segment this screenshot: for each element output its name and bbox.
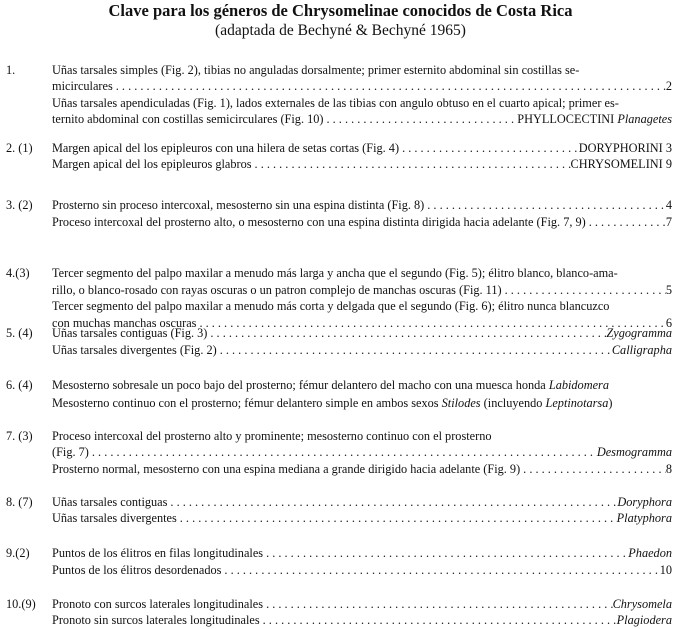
dot-leader <box>502 282 666 298</box>
dot-leader <box>113 78 666 94</box>
key-line-text: con muchas manchas oscuras <box>52 316 197 330</box>
taxon-name: Stilodes <box>441 396 481 410</box>
key-line-text: Uñas tarsales divergentes <box>52 511 177 525</box>
dot-leader <box>217 342 612 358</box>
key-line <box>52 428 672 444</box>
key-line-text: Tercer segmento del palpo maxilar a menudo más corta y delgada que el segundo (Fig. 6); élitro nunca blancuzco <box>52 299 610 313</box>
key-line-text: rillo, o blanco-rosado con rayas oscuras o un patron complejo de manchas oscuras (Fig. 11) <box>52 283 502 297</box>
result-label: 4 <box>665 198 672 212</box>
key-line-text: micirculares <box>52 79 113 93</box>
couplet-number: 8. (7) <box>6 495 33 509</box>
key-result <box>612 342 672 358</box>
dot-leader <box>260 612 617 628</box>
taxon-name: Leptinotarsa <box>545 396 609 410</box>
dot-leader <box>221 562 659 578</box>
dot-leader <box>520 461 666 477</box>
key-line-text: Proceso intercoxal del prosterno alto y prominente; mesosterno continuo con el prosterno <box>52 429 492 443</box>
couplet-number: 6. (4) <box>6 378 33 392</box>
dot-leader <box>177 510 617 526</box>
key-result <box>617 612 672 628</box>
result-label: 5 <box>665 283 672 297</box>
key-result <box>517 111 672 127</box>
key-line <box>52 197 672 213</box>
result-label: 8 <box>665 462 672 476</box>
key-line-text: Mesosterno continuo con el prosterno; fémur delantero simple en ambos sexos <box>52 396 439 410</box>
key-line <box>52 298 672 314</box>
key-line-text: Prosterno normal, mesosterno con una espina mediana a grande dirigido hacia adelante (Fig. 9) <box>52 462 521 476</box>
key-result <box>666 461 672 477</box>
couplet-number: 10.(9) <box>6 597 36 611</box>
key-line-text: Mesosterno sobresale un poco bajo del prosterno; fémur delantero del macho con una muesca honda <box>52 378 546 392</box>
key-result <box>666 197 672 213</box>
key-result <box>613 596 672 612</box>
taxon-name: Platyphora <box>616 511 672 525</box>
key-line <box>52 494 672 510</box>
dot-leader <box>424 197 666 213</box>
key-line <box>52 78 672 94</box>
taxon-name: Calligrapha <box>611 343 672 357</box>
dot-leader <box>167 494 617 510</box>
result-label: DORYPHORINI 3 <box>578 141 672 155</box>
key-line <box>52 444 672 460</box>
key-line <box>52 95 672 111</box>
taxon-name: Desmogramma <box>596 445 672 459</box>
key-line-text: Uñas tarsales contiguas (Fig. 3) <box>52 326 208 340</box>
key-line <box>52 140 672 156</box>
key-line-text: (incluyendo <box>480 396 546 410</box>
key-result <box>571 156 672 172</box>
key-line <box>52 562 672 578</box>
taxon-name: Planagetes <box>617 112 672 126</box>
taxon-name: Doryphora <box>617 495 672 509</box>
key-result <box>666 78 672 94</box>
dot-leader <box>263 545 628 561</box>
key-result <box>617 510 672 526</box>
key-line <box>52 62 672 78</box>
key-line-text: Pronoto sin surcos laterales longitudinales <box>52 613 260 627</box>
key-line-text: Proceso intercoxal del prosterno alto, o mesosterno con una espina distinta dirigida hacia adelante (Fig. 7, 9) <box>52 215 586 229</box>
key-line-text: Uñas tarsales simples (Fig. 2), tibias no anguladas dorsalmente; primer esternito abdominal sin costillas se- <box>52 63 580 77</box>
key-result <box>617 494 672 510</box>
key-line-text: Pronoto con surcos laterales longitudinales <box>52 597 264 611</box>
key-line <box>52 282 672 298</box>
key-line-text: Puntos de los élitros en filas longitudinales <box>52 546 264 560</box>
key-result <box>597 444 672 460</box>
result-label: PHYLLOCECTINI <box>517 112 615 126</box>
taxon-name: Plagiodera <box>616 613 672 627</box>
key-line <box>52 265 672 281</box>
key-line <box>52 461 672 477</box>
dot-leader <box>207 325 606 341</box>
taxon-name: Labidomera <box>548 378 609 392</box>
key-line-text: Puntos de los élitros desordenados <box>52 563 222 577</box>
result-label: CHRYSOMELINI 9 <box>570 157 672 171</box>
key-line <box>52 596 672 612</box>
key-result <box>606 325 672 341</box>
key-result <box>666 214 672 230</box>
key-result <box>579 140 672 156</box>
couplet-number: 7. (3) <box>6 429 33 443</box>
dot-leader <box>89 444 597 460</box>
key-line <box>52 214 672 230</box>
taxon-name: Zygogramma <box>606 326 672 340</box>
key-line <box>52 395 672 411</box>
dot-leader <box>586 214 666 230</box>
key-line-text: (Fig. 7) <box>52 445 89 459</box>
result-label: 6 <box>665 316 672 330</box>
result-label: 7 <box>665 215 672 229</box>
taxon-name: Chrysomela <box>612 597 672 611</box>
key-line <box>52 510 672 526</box>
dot-leader <box>263 596 613 612</box>
key-line-text: Prosterno sin proceso intercoxal, mesosterno sin una espina distinta (Fig. 8) <box>52 198 425 212</box>
key-line <box>52 342 672 358</box>
key-line-text: ) <box>608 396 613 410</box>
page-subtitle: (adaptada de Bechyné & Bechyné 1965) <box>215 22 466 39</box>
key-line-text: Uñas tarsales apendiculadas (Fig. 1), lados externales de las tibias con angulo obtuso en el cuarto apical; primer es- <box>52 96 619 110</box>
couplet-number: 4.(3) <box>6 266 30 280</box>
key-line <box>52 111 672 127</box>
key-result <box>666 282 672 298</box>
key-line-text: Margen apical del los epipleuros con una hilera de setas cortas (Fig. 4) <box>52 141 400 155</box>
key-line <box>52 156 672 172</box>
couplet-number: 5. (4) <box>6 326 33 340</box>
couplet-number: 3. (2) <box>6 198 33 212</box>
couplet-number: 2. (1) <box>6 141 33 155</box>
dot-leader <box>324 111 518 127</box>
key-line <box>52 377 672 393</box>
dot-leader <box>252 156 571 172</box>
key-line-text: ternito abdominal con costillas semicirculares (Fig. 10) <box>52 112 324 126</box>
result-label: 2 <box>665 79 672 93</box>
key-line <box>52 545 672 561</box>
key-line <box>52 325 672 341</box>
couplet-number: 1. <box>6 63 16 77</box>
key-line-text: Tercer segmento del palpo maxilar a menudo más larga y ancha que el segundo (Fig. 5); élitro blanco, blanco-ama- <box>52 266 618 280</box>
taxon-name: Phaedon <box>628 546 672 560</box>
key-line-text: Uñas tarsales contiguas <box>52 495 168 509</box>
key-result <box>660 562 672 578</box>
couplet-number: 9.(2) <box>6 546 30 560</box>
page-title: Clave para los géneros de Chrysomelinae conocidos de Costa Rica <box>108 1 573 20</box>
key-line-text: Uñas tarsales divergentes (Fig. 2) <box>52 343 217 357</box>
key-line-text: Margen apical del los epipleuros glabros <box>52 157 252 171</box>
dot-leader <box>399 140 579 156</box>
key-line <box>52 612 672 628</box>
result-label: 10 <box>659 563 672 577</box>
key-result <box>628 545 672 561</box>
